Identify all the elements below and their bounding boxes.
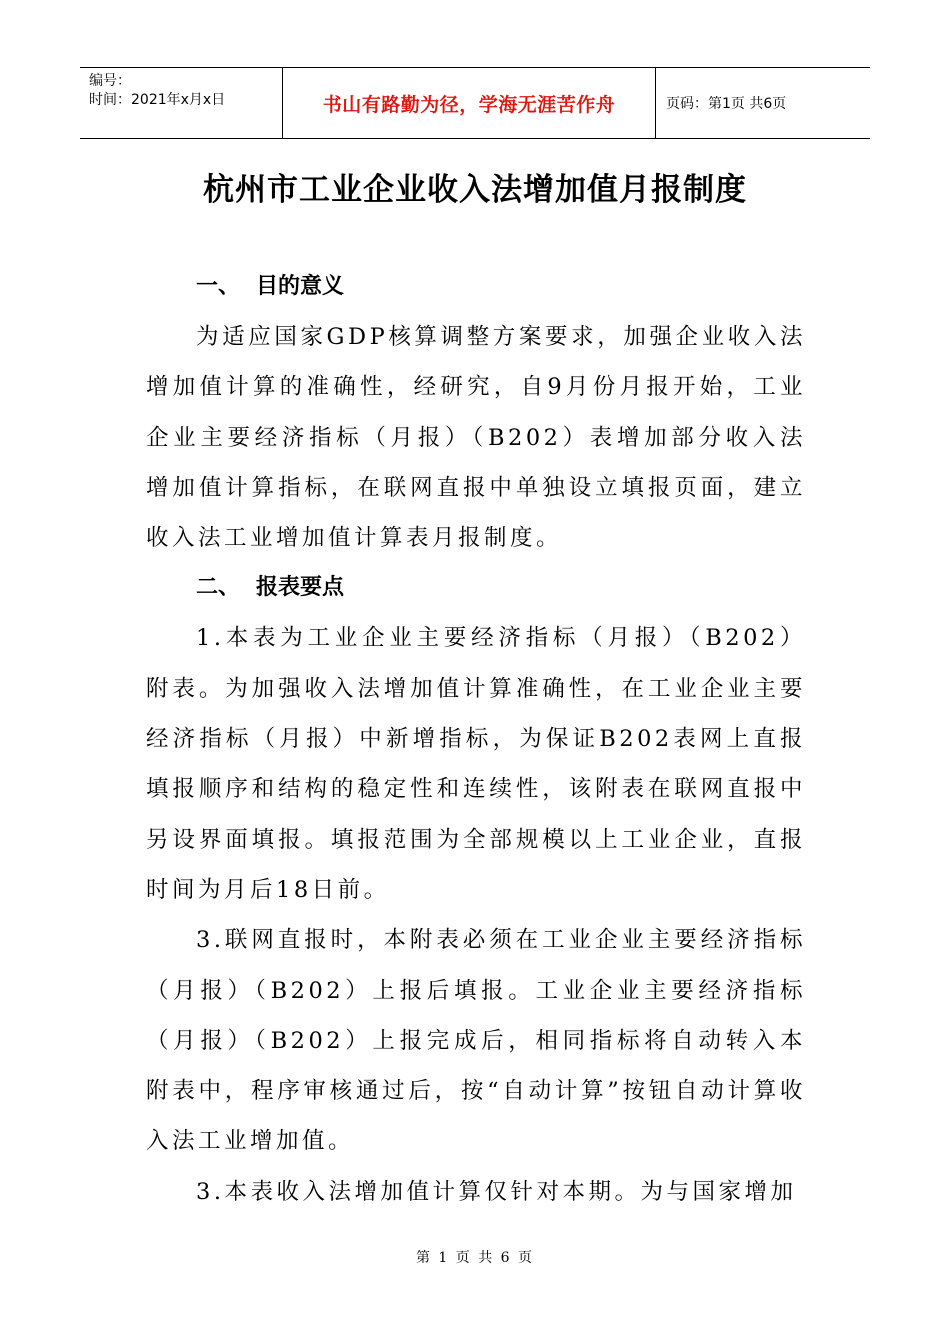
document-body xyxy=(146,262,806,1217)
section-heading-purpose xyxy=(146,262,806,312)
section-title: 报表要点 xyxy=(256,575,345,601)
header-motto-cell xyxy=(282,68,656,138)
paragraph: 3.本表收入法增加值计算仅针对本期。为与国家增加 xyxy=(196,1178,797,1205)
page-footer: 第 1 页 共 6 页 xyxy=(415,1250,535,1266)
section-title: 目的意义 xyxy=(256,274,345,299)
paragraph: 3.联网直报时，本附表必须在工业企业主要经济指标（月报）（B202）上报后填报。工业企业主要经济指标（月报）（B202）上报完成后，相同指标将自动转入本附表中，程序审核通过后，按“自动计算”按钮自动计算收入法工业增加值。 xyxy=(146,927,806,1155)
time-label: 时间：2021年x月x日 xyxy=(89,92,226,108)
paragraph: 为适应国家GDP核算调整方案要求，加强企业收入法增加值计算的准确性，经研究，自9月份月报开始，工业企业主要经济指标（月报）（B202）表增加部分收入法增加值计算指标，在联网直报中单独设立填报页面，建立收入法工业增加值计算表月报制度。 xyxy=(146,324,806,552)
paragraph: 1.本表为工业企业主要经济指标（月报）（B202）附表。为加强收入法增加值计算准确性，在工业企业主要经济指标（月报）中新增指标，为保证B202表网上直报填报顺序和结构的稳定性和连续性，该附表在联网直报中另设界面填报。填报范围为全部规模以上工业企业，直报时间为月后18日前。 xyxy=(146,625,806,903)
page-info: 页码：第1页 共6页 xyxy=(666,96,787,112)
header-meta xyxy=(80,68,282,138)
section-number: 一、 xyxy=(196,274,241,299)
motto-text: 书山有路勤为径，学海无涯苦作舟 xyxy=(322,93,616,116)
section-number: 二、 xyxy=(196,575,241,601)
number-label: 编号： xyxy=(89,73,131,89)
section-heading-key-points xyxy=(146,563,806,613)
document-header xyxy=(80,67,870,139)
document-title: 杭州市工业企业收入法增加值月报制度 xyxy=(203,172,747,208)
